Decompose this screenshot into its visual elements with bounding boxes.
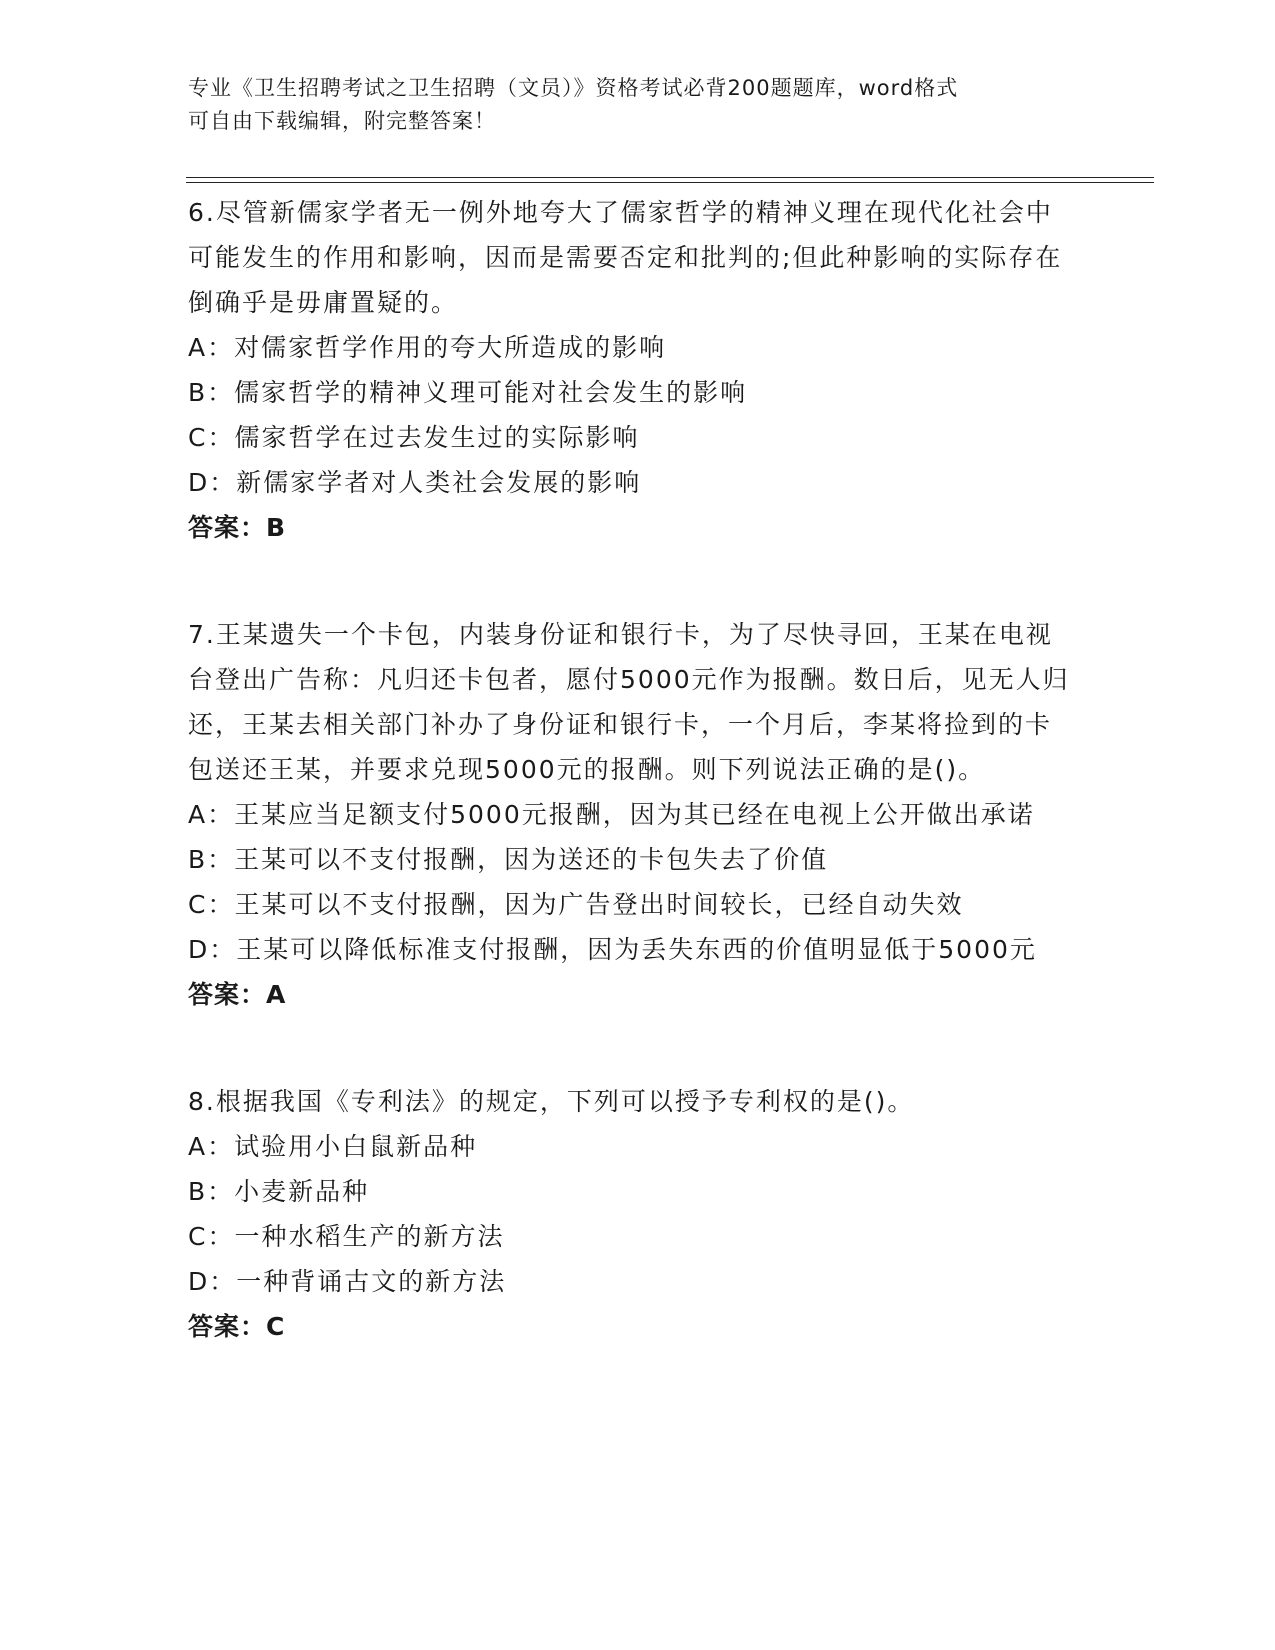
answer: 答案：A xyxy=(188,980,287,1009)
option-a: A：王某应当足额支付5000元报酬，因为其已经在电视上公开做出承诺 xyxy=(188,800,1035,829)
question-list xyxy=(188,190,1078,1411)
question-stem: 8.根据我国《专利法》的规定，下列可以授予专利权的是()。 xyxy=(188,1087,915,1116)
option-a: A：对儒家哲学作用的夸大所造成的影响 xyxy=(188,333,667,362)
option-c: C：王某可以不支付报酬，因为广告登出时间较长，已经自动失效 xyxy=(188,890,964,919)
question-8 xyxy=(188,1079,1078,1349)
option-b: B：儒家哲学的精神义理可能对社会发生的影响 xyxy=(188,378,748,407)
option-b: B：王某可以不支付报酬，因为送还的卡包失去了价值 xyxy=(188,845,829,874)
option-c: C：一种水稻生产的新方法 xyxy=(188,1222,505,1251)
option-d: D：新儒家学者对人类社会发展的影响 xyxy=(188,468,642,497)
question-stem: 6.尽管新儒家学者无一例外地夸大了儒家哲学的精神义理在现代化社会中可能发生的作用和影响，因而是需要否定和批判的;但此种影响的实际存在倒确乎是毋庸置疑的。 xyxy=(188,198,1063,317)
option-d: D：王某可以降低标准支付报酬，因为丢失东西的价值明显低于5000元 xyxy=(188,935,1037,964)
header-line-2: 可自由下载编辑，附完整答案！ xyxy=(188,109,496,133)
header-line-1: 专业《卫生招聘考试之卫生招聘（文员）》资格考试必背200题题库，word格式 xyxy=(188,76,959,100)
document-header xyxy=(188,72,1088,138)
question-6 xyxy=(188,190,1078,550)
answer: 答案：B xyxy=(188,513,287,542)
question-stem: 7.王某遗失一个卡包，内装身份证和银行卡，为了尽快寻回，王某在电视台登出广告称：凡归还卡包者，愿付5000元作为报酬。数日后，见无人归还，王某去相关部门补办了身份证和银行卡，一个月后，李某将捡到的卡包送还王某，并要求兑现5000元的报酬。则下列说法正确的是()。 xyxy=(188,620,1070,784)
header-divider-top xyxy=(186,177,1154,178)
option-c: C：儒家哲学在过去发生过的实际影响 xyxy=(188,423,640,452)
option-d: D：一种背诵古文的新方法 xyxy=(188,1267,507,1296)
answer: 答案：C xyxy=(188,1312,286,1341)
question-7 xyxy=(188,612,1078,1017)
header-divider-bottom xyxy=(186,182,1154,183)
option-b: B：小麦新品种 xyxy=(188,1177,370,1206)
option-a: A：试验用小白鼠新品种 xyxy=(188,1132,478,1161)
